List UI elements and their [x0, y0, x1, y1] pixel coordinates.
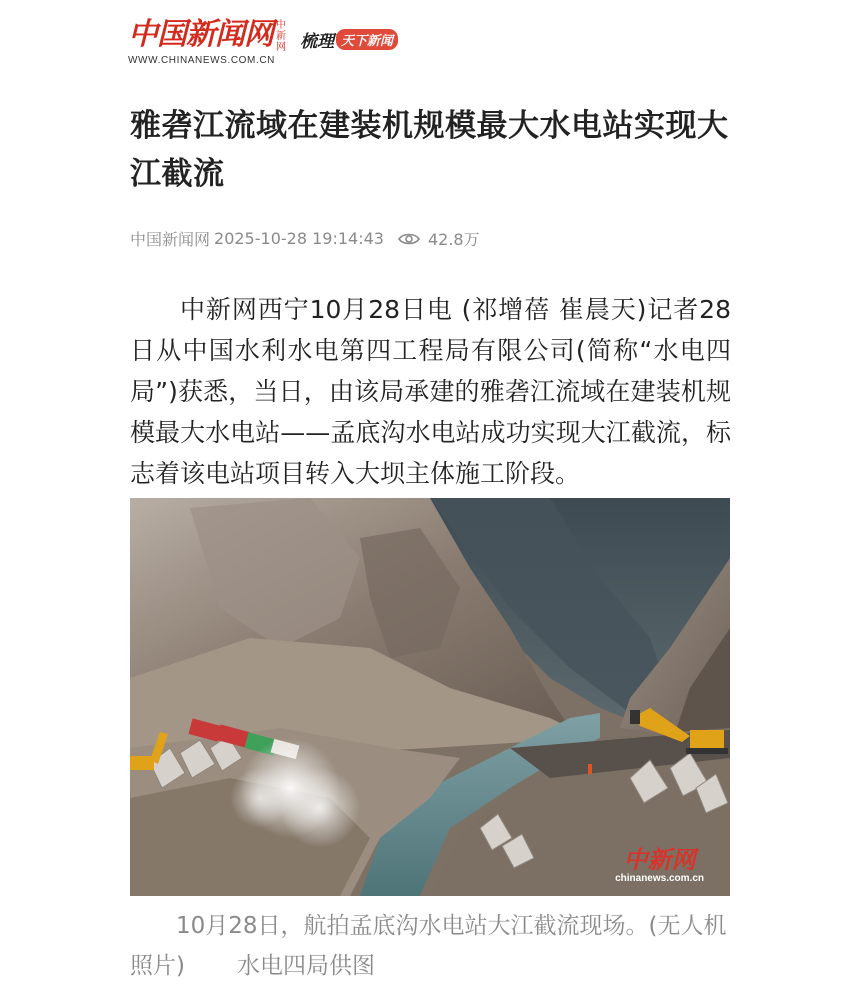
- slogan-part-a: 梳理: [300, 32, 334, 52]
- logo-url: WWW.CHINANEWS.COM.CN: [128, 55, 275, 66]
- logo-wordmark: 中国新闻网: [128, 17, 273, 52]
- photo-caption: [130, 906, 730, 986]
- site-slogan: [300, 27, 398, 52]
- watermark-url: chinanews.com.cn: [615, 873, 704, 884]
- article-meta: [130, 227, 480, 250]
- caption-text: 10月28日，航拍孟底沟水电站大江截流现场。(无人机照片): [130, 913, 727, 979]
- eye-icon: [398, 232, 420, 246]
- watermark-logo: 中新网: [623, 845, 696, 874]
- article-photo[interactable]: [130, 498, 730, 896]
- slogan-part-b: 天下新闻: [336, 29, 398, 50]
- logo-short-name: 中新网: [276, 20, 286, 53]
- site-header: [0, 0, 841, 78]
- site-logo[interactable]: [128, 18, 288, 53]
- article-paragraph: 中新网西宁10月28日电 (祁增蓓 崔晨天)记者28日从中国水利水电第四工程局有限公司(简称“水电四局”)获悉，当日，由该局承建的雅砻江流域在建装机规模最大水电站——孟底沟水电站成功实现大江截流，标志着该电站项目转入大坝主体施工阶段。: [130, 295, 731, 488]
- article-source[interactable]: 中国新闻网: [130, 230, 211, 249]
- article-title: 雅砻江流域在建装机规模最大水电站实现大江截流: [130, 108, 729, 192]
- view-count: 42.8万: [427, 230, 480, 249]
- aerial-dam-scene: [130, 498, 730, 896]
- caption-credit: 水电四局供图: [236, 953, 375, 979]
- article-datetime: 2025-10-28 19:14:43: [214, 229, 384, 248]
- photo-watermark: [615, 847, 704, 884]
